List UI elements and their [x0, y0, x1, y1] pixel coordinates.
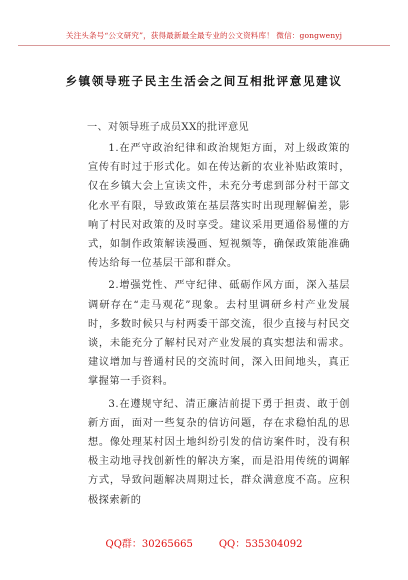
document-title: 乡镇领导班子民主生活会之间互相批评意见建议 [65, 74, 343, 88]
paragraph-3: 3.在遵规守纪、清正廉洁前提下勇于担责、敢于创新方面，面对一些复杂的信访问题，存在求稳怕乱的思想。像处理某村因土地纠纷引发的信访案件时，没有积极主动地寻找创新性的解决方案，而是沿用传统的调解方式，导致问题解决周期过长，群众满意度不高。应积极探索新的 [88, 398, 350, 506]
paragraph-1: 1.在严守政治纪律和政治规矩方面，对上级政策的宣传有时过于形式化。如在传达新的农业补贴政策时，仅在乡镇大会上宣读文件，未充分考虑到部分村干部文化水平有限，导致政策在基层落实时出现理解偏差，影响了村民对政策的及时享受。建议采用更通俗易懂的方式，如制作政策解读漫画、短视频等，确保政策能准确传达给每一位基层干部和群众。 [88, 143, 350, 270]
qq-group: QQ群：30265665 [105, 539, 193, 550]
section-heading: 一、对领导班子成员XX的批评意见 [87, 122, 249, 133]
qq-number: QQ：535304092 [218, 539, 303, 550]
paragraph-2: 2.增强党性、严守纪律、砥砺作风方面，深入基层调研存在“走马观花”现象。去村里调研乡村产业发展时，多数时候只与村两委干部交流，很少直接与村民交谈，未能充分了解村民对产业发展的真实想法和需求。建议增加与普通村民的交流时间，深入田间地头，真正掌握第一手资料。 [88, 280, 350, 388]
header-divider [18, 45, 390, 46]
document-body [88, 139, 350, 513]
header-banner: 关注头条号“公文研究”，获得最新最全最专业的公文资料库！ 微信：gongwenyj [65, 31, 343, 40]
footer-contact [0, 535, 408, 550]
